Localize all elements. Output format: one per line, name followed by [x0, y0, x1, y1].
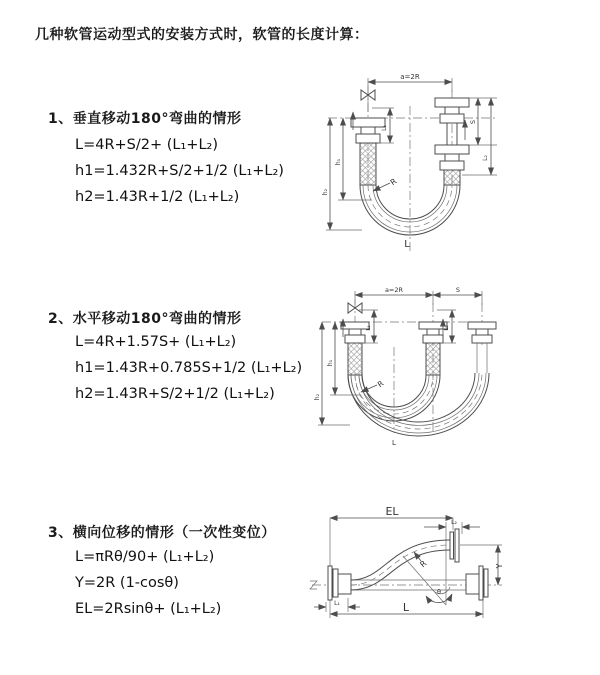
dim-y-label: Y	[495, 563, 504, 569]
section-2-formula-h2: h2=1.43R+S/2+1/2 (L₁+L₂)	[75, 386, 275, 402]
dim-l-label: L	[402, 601, 410, 614]
dim-s	[462, 98, 497, 175]
section-2-formula-l: L=4R+1.57S+ (L₁+L₂)	[75, 334, 237, 350]
angle-theta	[403, 556, 452, 605]
dim-s-label: S	[469, 119, 477, 125]
section-1-heading: 1、垂直移动180°弯曲的情形	[48, 111, 242, 127]
braided-hose-leg	[444, 170, 460, 185]
dim-l2-label: L₂	[482, 155, 489, 161]
page-title: 几种软管运动型式的安装方式时，软管的长度计算：	[35, 27, 369, 43]
dim-a2r-label: a=2R	[384, 286, 404, 294]
label-r: R	[418, 558, 429, 570]
label-theta: θ	[437, 588, 441, 596]
section-1-formula-h2: h2=1.43R+1/2 (L₁+L₂)	[75, 189, 240, 205]
section-2-formula-h1: h1=1.43R+0.785S+1/2 (L₁+L₂)	[75, 360, 303, 376]
dim-h1-label: h₁	[327, 359, 334, 367]
dim-s	[433, 286, 482, 295]
dim-el	[330, 505, 453, 618]
section-1-formula-l: L=4R+S/2+ (L₁+L₂)	[75, 137, 218, 153]
diagram-vertical-180-bend	[310, 70, 600, 260]
diagram-lateral-displacement	[300, 504, 600, 628]
dim-h2-label: h₂	[322, 188, 329, 196]
section-2-heading: 2、水平移动180°弯曲的情形	[48, 311, 242, 327]
lower-right-flange	[466, 566, 488, 600]
upper-right-flange	[450, 529, 459, 562]
braided-hose-leg	[360, 143, 376, 185]
dim-l1-label: L₁	[334, 600, 340, 607]
right-flange-moved-position	[468, 322, 496, 373]
section-3-formula-el: EL=2Rsinθ+ (L₁+L₂)	[75, 601, 222, 617]
section-3-formula-y: Y=2R (1-cosθ)	[75, 575, 179, 591]
dim-a2r-label: a=2R	[400, 73, 420, 81]
dim-l2-label: L₂	[444, 325, 450, 331]
left-flange	[328, 566, 351, 600]
left-flange	[341, 322, 369, 375]
dim-l	[330, 600, 483, 618]
dim-el-label: EL	[385, 505, 399, 518]
section-1-formula-h1: h1=1.432R+S/2+1/2 (L₁+L₂)	[75, 163, 284, 179]
dim-h2-label: h₂	[314, 393, 321, 401]
braided-hose-leg	[426, 343, 440, 375]
left-flange	[351, 118, 385, 185]
dim-a2r	[355, 286, 482, 305]
dim-l2-label: L₂	[451, 519, 457, 526]
dim-l1-label: L₁	[366, 325, 372, 331]
label-l: L	[404, 239, 410, 250]
braided-hose-leg	[348, 343, 362, 375]
section-3-formula-l: L=πRθ/90+ (L₁+L₂)	[75, 549, 215, 565]
dim-l2	[482, 98, 491, 175]
label-radius	[373, 176, 399, 191]
dim-l1	[314, 598, 360, 612]
diagram-horizontal-180-bend	[310, 285, 600, 453]
label-radius	[361, 379, 385, 392]
dim-h1-label: h₁	[335, 158, 342, 166]
centerlines	[328, 86, 496, 252]
hose-s-curve	[351, 540, 450, 590]
label-r: R	[388, 176, 399, 188]
section-3-heading: 3、横向位移的情形（一次性变位）	[48, 525, 276, 541]
dim-s-label: S	[455, 286, 461, 294]
u-bend-displaced	[348, 373, 489, 436]
dim-l1-label: L₁	[381, 125, 388, 131]
label-l: L	[392, 439, 396, 447]
label-r: R	[375, 378, 386, 390]
